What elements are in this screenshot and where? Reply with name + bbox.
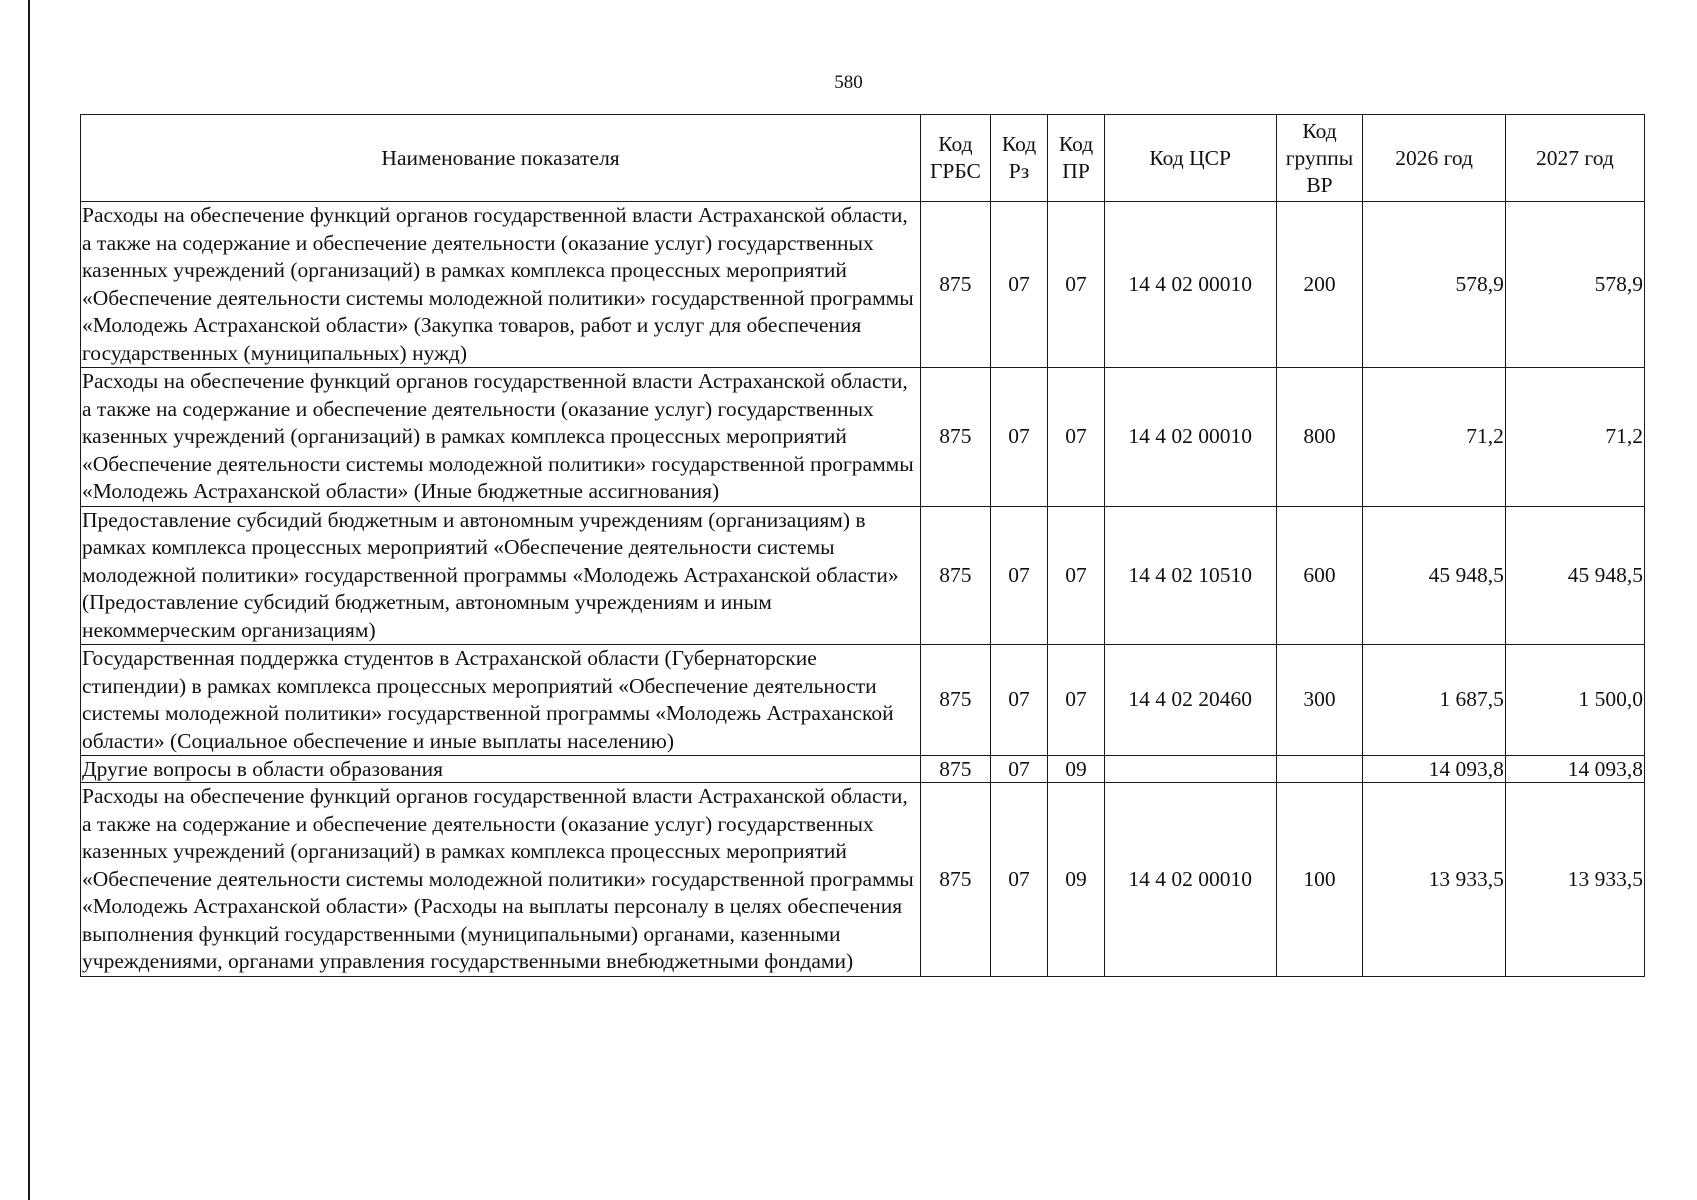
table-header-row [81, 115, 1645, 202]
row-pr: 07 [1048, 645, 1105, 756]
row-2026: 578,9 [1363, 202, 1505, 368]
table-row [81, 783, 1645, 977]
row-2026: 71,2 [1363, 368, 1505, 507]
header-vr: Код группы ВР [1276, 115, 1363, 202]
table-row [81, 202, 1645, 368]
row-grbs: 875 [921, 506, 991, 645]
row-2026: 45 948,5 [1363, 506, 1505, 645]
row-vr: 100 [1276, 783, 1363, 977]
row-2027: 45 948,5 [1505, 506, 1644, 645]
header-pr: Код ПР [1048, 115, 1105, 202]
header-2026: 2026 год [1363, 115, 1505, 202]
row-name: Другие вопросы в области образования [81, 756, 921, 783]
row-2026: 1 687,5 [1363, 645, 1505, 756]
row-csr: 14 4 02 00010 [1104, 368, 1276, 507]
row-grbs: 875 [921, 368, 991, 507]
row-grbs: 875 [921, 645, 991, 756]
row-name: Государственная поддержка студентов в Астраханской области (Губернаторские стипендии) в рамках комплекса процессных мероприятий «Обеспечение деятельности системы молодежной политики» государственной программы «Молодежь Астраханской области» (Социальное обеспечение и иные выплаты населению) [81, 645, 921, 756]
row-vr: 300 [1276, 645, 1363, 756]
page-number: 580 [834, 72, 863, 93]
budget-table [80, 114, 1645, 977]
header-name: Наименование показателя [81, 115, 921, 202]
row-pr: 07 [1048, 202, 1105, 368]
row-name: Расходы на обеспечение функций органов государственной власти Астраханской области, а также на содержание и обеспечение деятельности (оказание услуг) государственных казенных учреждений (организаций) в рамках комплекса процессных мероприятий «Обеспечение деятельности системы молодежной политики» государственной программы «Молодежь Астраханской области» (Расходы на выплаты персоналу в целях обеспечения выполнения функций государственными (муниципальными) органами, казенными учреждениями, органами управления государственными внебюджетными фондами) [81, 783, 921, 977]
row-2027: 578,9 [1505, 202, 1644, 368]
row-rz: 07 [990, 202, 1048, 368]
row-name: Расходы на обеспечение функций органов государственной власти Астраханской области, а также на содержание и обеспечение деятельности (оказание услуг) государственных казенных учреждений (организаций) в рамках комплекса процессных мероприятий «Обеспечение деятельности системы молодежной политики» государственной программы «Молодежь Астраханской области» (Закупка товаров, работ и услуг для обеспечения государственных (муниципальных) нужд) [81, 202, 921, 368]
row-2026: 14 093,8 [1363, 756, 1505, 783]
row-name: Расходы на обеспечение функций органов государственной власти Астраханской области, а также на содержание и обеспечение деятельности (оказание услуг) государственных казенных учреждений (организаций) в рамках комплекса процессных мероприятий «Обеспечение деятельности системы молодежной политики» государственной программы «Молодежь Астраханской области» (Иные бюджетные ассигнования) [81, 368, 921, 507]
row-grbs: 875 [921, 783, 991, 977]
row-2026: 13 933,5 [1363, 783, 1505, 977]
row-rz: 07 [990, 783, 1048, 977]
header-rz: Код Рз [990, 115, 1048, 202]
row-2027: 13 933,5 [1505, 783, 1644, 977]
row-csr: 14 4 02 00010 [1104, 202, 1276, 368]
row-name: Предоставление субсидий бюджетным и автономным учреждениям (организациям) в рамках комплекса процессных мероприятий «Обеспечение деятельности системы молодежной политики» государственной программы «Молодежь Астраханской области» (Предоставление субсидий бюджетным, автономным учреждениям и иным некоммерческим организациям) [81, 506, 921, 645]
header-2027: 2027 год [1505, 115, 1644, 202]
header-grbs: Код ГРБС [921, 115, 991, 202]
table-row [81, 756, 1645, 783]
row-rz: 07 [990, 756, 1048, 783]
row-pr: 09 [1048, 756, 1105, 783]
row-vr: 200 [1276, 202, 1363, 368]
row-csr [1104, 756, 1276, 783]
table-row [81, 645, 1645, 756]
row-csr: 14 4 02 10510 [1104, 506, 1276, 645]
row-csr: 14 4 02 20460 [1104, 645, 1276, 756]
row-rz: 07 [990, 645, 1048, 756]
row-rz: 07 [990, 368, 1048, 507]
row-2027: 71,2 [1505, 368, 1644, 507]
row-vr [1276, 756, 1363, 783]
row-vr: 800 [1276, 368, 1363, 507]
row-pr: 09 [1048, 783, 1105, 977]
table-row [81, 506, 1645, 645]
row-2027: 14 093,8 [1505, 756, 1644, 783]
table-row [81, 368, 1645, 507]
row-rz: 07 [990, 506, 1048, 645]
row-grbs: 875 [921, 756, 991, 783]
row-2027: 1 500,0 [1505, 645, 1644, 756]
row-grbs: 875 [921, 202, 991, 368]
row-vr: 600 [1276, 506, 1363, 645]
header-csr: Код ЦСР [1104, 115, 1276, 202]
row-pr: 07 [1048, 506, 1105, 645]
row-csr: 14 4 02 00010 [1104, 783, 1276, 977]
page-binding-edge [28, 0, 30, 1200]
row-pr: 07 [1048, 368, 1105, 507]
